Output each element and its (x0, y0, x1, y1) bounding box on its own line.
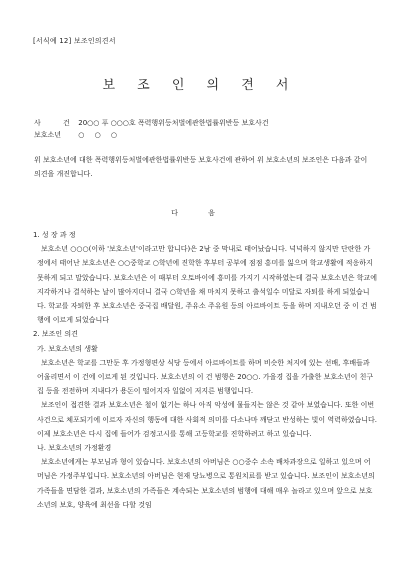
case-value: 20○○ 푸 ○○○호 폭력행위등처벌에관한법률위반등 보호사건 (78, 119, 269, 127)
section-1-paragraph: 보호소년 ○○○(이하 '보호소년'이라고만 합니다)은 2남 중 막내로 태어났습니다. 넉넉하지 않지만 단란한 가정에서 태어난 보호소년은 ○○중학교 ○학년에 진학한 후부터 공부에 점점 흥미를 잃으며 학교생활에 적응하지 못하게 되고 말았습니다. 보호소년은 이 때부터 오토바이에 흥미를 가지기 시작하였는데 결국 보호소년은 학교에 지각하거나 결석하는 날이 많아지더니 결국 ○학년을 채 마치지 못하고 출석일수 미달로 자퇴를 하게 되었습니다. 학교를 자퇴한 후 보호소년은 중국집 배달원, 주유소 주유원 등의 아르바이트 등을 하며 지내오던 중 이 건 범행에 이르게 되었습니다 (37, 245, 377, 325)
juvenile-name: ○ ○ ○ (78, 131, 122, 139)
section-2a-paragraph-1: 보호소년은 학교를 그만둔 후 가정형편상 식당 등에서 아르바이트를 하며 비슷한 처지에 있는 선배, 후배들과 어울리면서 이 건에 이르게 된 것입니다. 보호소년의 이 건 범행은 20○○. 가을경 집을 가출한 보호소년이 친구 집 등을 전전하며 지내다가 용돈이 떨어지자 일없이 저지른 범행입니다. (37, 358, 374, 396)
section-1-title: 1. 성 장 과 정 (33, 231, 76, 239)
case-row (34, 118, 269, 128)
form-number-label: [서식예 12] 보조인의견서 (33, 37, 116, 45)
document-body (33, 228, 377, 512)
juvenile-row (34, 130, 121, 140)
juvenile-label: 보호소년 (34, 131, 62, 139)
section-2a-title: 가. 보호소년의 생활 (37, 344, 98, 353)
section-2b-paragraph-1: 보호소년에게는 부모님과 형이 있습니다. 보호소년의 아버님은 ○○중수 소속 배차과장으로 일하고 있으며 어머님은 가정주부입니다. 보호소년의 아버님은 현재 당뇨병으로 통원치료를 받고 있습니다. 보조인이 보호소년의 가족들을 면담한 결과, 보호소년의 가족들은 계속되는 보호소년의 범행에 대해 매우 놀라고 있으며 앞으로 보호소년의 보호, 양육에 최선을 다할 것임 (37, 458, 375, 509)
document-title: 보 조 인 의 견 서 (102, 78, 298, 93)
section-2a-paragraph-2: 보조인이 접견한 결과 보호소년은 철이 없기는 하나 아직 악성에 물들지는 않은 것 같아 보였습니다. 또한 이번 사건으로 체포되기에 이르자 자신의 행동에 대한 사회적 의미를 다소나마 깨닫고 반성하는 빛이 역력하였습니다. 이제 보호소년은 다시 집에 들어가 검정고시를 통해 고등학교를 진학하려고 하고 있습니다. (37, 401, 377, 438)
section-heading-da-eum: 다 음 (171, 209, 229, 217)
section-2b-title: 나. 보호소년의 가정환경 (37, 444, 112, 453)
case-label: 사 건 (34, 119, 80, 127)
section-2-title: 2. 보조인 의견 (33, 330, 78, 339)
intro-paragraph: 위 보호소년에 대한 폭력행위등처벌에관한법률위반등 보호사건에 관하여 위 보호소년의 보조인은 다음과 같이 의견을 개진합니다. (34, 156, 368, 178)
